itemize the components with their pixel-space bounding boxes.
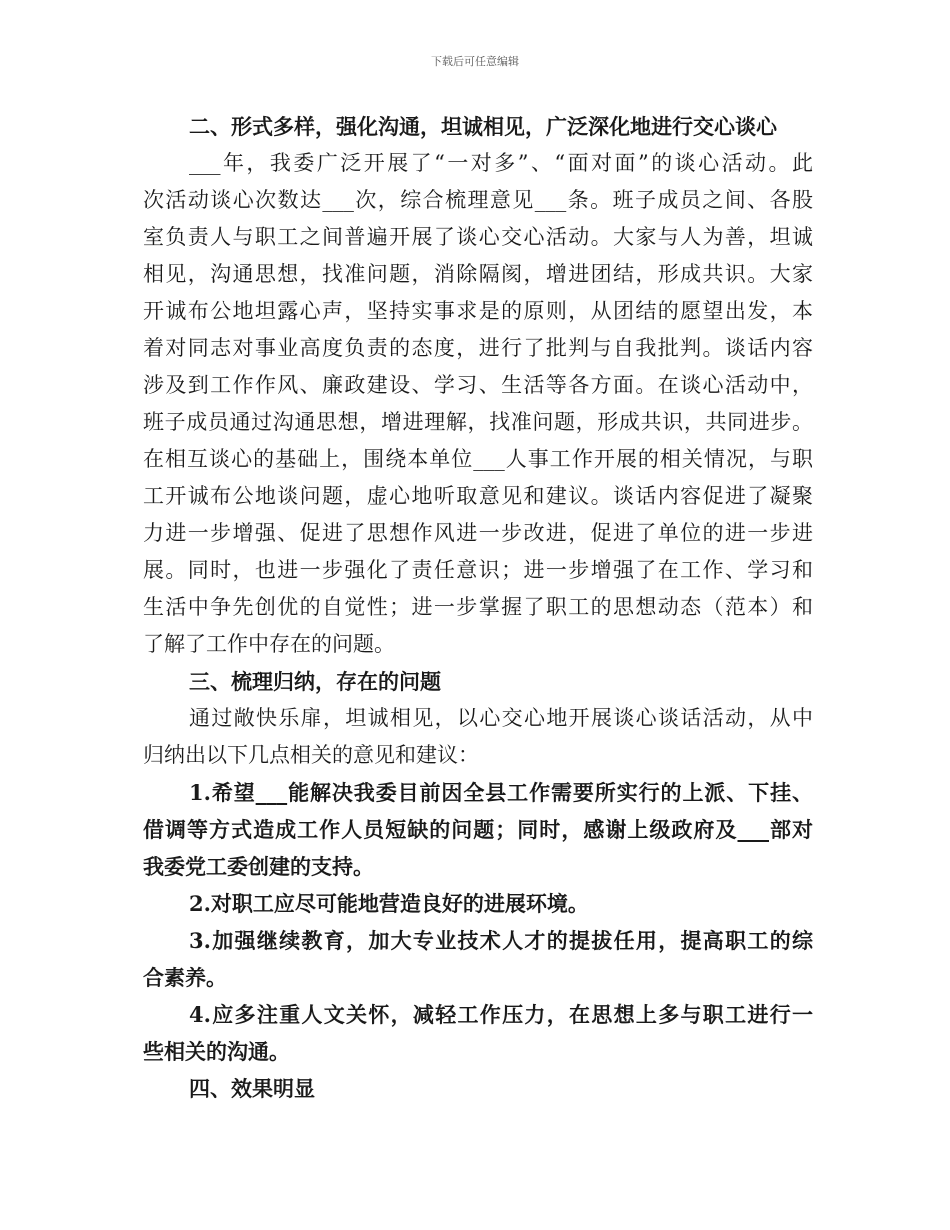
document-line: 我委党工委创建的支持。: [143, 854, 374, 879]
document-line: 相见，沟通思想，找准问题，消除隔阂，增进团结，形成共识。大家: [143, 262, 813, 286]
document-line: 归纳出以下几点相关的意见和建议：: [143, 743, 479, 767]
document-line: 生活中争先创优的自觉性；进一步掌握了职工的思想动态（范本）和: [143, 595, 813, 619]
document-line: 二、形式多样，强化沟通，坦诚相见，广泛深化地进行交心谈心: [189, 114, 777, 139]
document-line: 在相互谈心的基础上，围绕本单位___人事工作开展的相关情况，与职: [143, 447, 813, 471]
document-line: 三、梳理归纳，存在的问题: [189, 669, 441, 694]
document-line: 1.希望___能解决我委目前因全县工作需要所实行的上派、下挂、: [189, 780, 813, 805]
document-line: 工开诚布公地谈问题，虚心地听取意见和建议。谈话内容促进了凝聚: [143, 484, 813, 508]
document-line: 2.对职工应尽可能地营造良好的进展环境。: [189, 891, 589, 916]
document-line: 了解了工作中存在的问题。: [143, 632, 395, 656]
document-line: 借调等方式造成工作人员短缺的问题；同时，感谢上级政府及___部对: [143, 817, 813, 842]
document-line: 室负责人与职工之间普遍开展了谈心交心活动。大家与人为善，坦诚: [143, 225, 813, 249]
document-body: [143, 108, 813, 1107]
document-line: 4.应多注重人文关怀，减轻工作压力，在思想上多与职工进行一: [189, 1002, 813, 1027]
document-line: 着对同志对事业高度负责的态度，进行了批判与自我批判。谈话内容: [143, 336, 813, 360]
document-line: 力进一步增强、促进了思想作风进一步改进，促进了单位的进一步进: [143, 521, 813, 545]
document-line: 合素养。: [143, 965, 227, 990]
document-line: ___年，我委广泛开展了“一对多”、“面对面”的谈心活动。此: [189, 151, 813, 175]
document-line: 些相关的沟通。: [143, 1039, 290, 1064]
document-line: 涉及到工作作风、廉政建设、学习、生活等各方面。在谈心活动中，: [143, 373, 813, 397]
document-line: 通过敞快乐扉，坦诚相见，以心交心地开展谈心谈话活动，从中: [189, 706, 813, 730]
document-line: 班子成员通过沟通思想，增进理解，找准问题，形成共识，共同进步。: [143, 410, 813, 434]
document-line: 展。同时，也进一步强化了责任意识；进一步增强了在工作、学习和: [143, 558, 813, 582]
page-header-note: 下载后可任意编辑: [431, 55, 519, 68]
document-line: 开诚布公地坦露心声，坚持实事求是的原则，从团结的愿望出发，本: [143, 299, 813, 323]
document-line: 3.加强继续教育，加大专业技术人才的提拔任用，提高职工的综: [189, 928, 813, 953]
document-line: 次活动谈心次数达___次，综合梳理意见___条。班子成员之间、各股: [143, 188, 813, 212]
document-line: 四、效果明显: [189, 1076, 315, 1101]
